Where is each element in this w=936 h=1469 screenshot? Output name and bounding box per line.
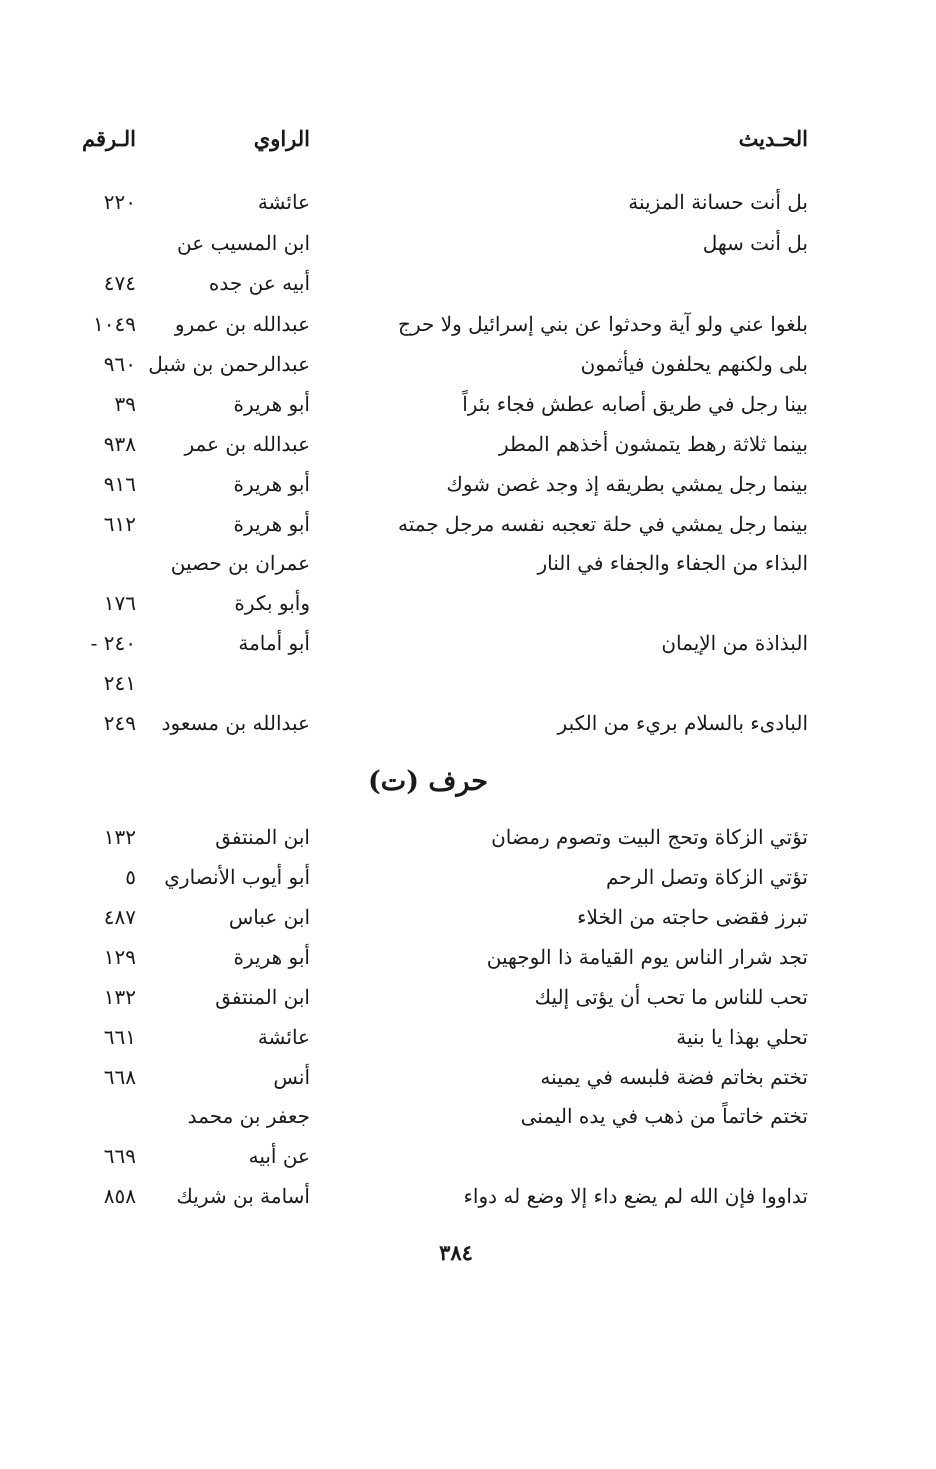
rows-ba-narrator: أبو أمامة (238, 631, 310, 655)
rows-ta-number: ٦٦١ (103, 1025, 136, 1049)
page-number (0, 1240, 936, 1265)
rows-ba-hadith: البادىء بالسلام بريء من الكبر (557, 711, 808, 735)
rows-ba-number: ١٠٤٩ (93, 312, 136, 336)
rows-ba-hadith: البذاذة من الإيمان (661, 631, 808, 655)
rows-ba-narrator: أبيه عن جده (208, 271, 310, 295)
rows-ta-hadith: تبرز فقضى حاجته من الخلاء (577, 905, 808, 929)
page-number-text: ٣٨٤ (439, 1240, 473, 1265)
rows-ba-number: ٣٩ (114, 392, 136, 416)
rows-ta-number: ٦٦٩ (103, 1144, 136, 1168)
rows-ta-number: ١٢٩ (103, 945, 136, 969)
rows-ta-number: ٦٦٨ (103, 1065, 136, 1089)
rows-ta-narrator: جعفر بن محمد (187, 1104, 310, 1128)
rows-ba-hadith: بل أنت حسانة المزينة (628, 190, 808, 214)
rows-ba-number: ٢٤٠ - (90, 631, 136, 655)
rows-ta-hadith: تحلي بهذا يا بنية (676, 1025, 808, 1049)
rows-ba-narrator: وأبو بكرة (234, 591, 310, 615)
rows-ba-narrator: عبدالله بن عمرو (174, 312, 310, 336)
rows-ta-hadith: تؤتي الزكاة وتحج البيت وتصوم رمضان (491, 825, 808, 849)
section-title (0, 766, 936, 797)
rows-ta-number: ٨٥٨ (103, 1184, 136, 1208)
rows-ba-number: ٩٦٠ (103, 352, 136, 376)
rows-ta-narrator: عائشة (257, 1025, 310, 1049)
rows-ba-hadith: بينما رجل يمشي بطريقه إذ وجد غصن شوك (446, 472, 808, 496)
rows-ba-number: ٤٧٤ (103, 271, 136, 295)
header-hadith: الحـديث (738, 126, 808, 151)
rows-ba-hadith: بل أنت سهل (702, 231, 808, 255)
rows-ta-narrator: أسامة بن شريك (176, 1184, 310, 1208)
rows-ba-hadith: بينا رجل في طريق أصابه عطش فجاء بئراً (462, 392, 808, 416)
rows-ba-narrator: عبدالله بن عمر (184, 432, 310, 456)
rows-ba-hadith: البذاء من الجفاء والجفاء في النار (537, 551, 808, 575)
rows-ba-number: ١٧٦ (103, 591, 136, 615)
rows-ba-hadith: بينما رجل يمشي في حلة تعجبه نفسه مرجل جمته (398, 512, 808, 536)
rows-ba-narrator: عبدالرحمن بن شبل (148, 352, 310, 376)
rows-ba-narrator: عائشة (257, 190, 310, 214)
rows-ba-number: ٦١٢ (103, 512, 136, 536)
rows-ba-hadith: بلى ولكنهم يحلفون فيأثمون (580, 352, 808, 376)
rows-ta-number: ١٣٢ (103, 825, 136, 849)
rows-ta-hadith: تختم خاتماً من ذهب في يده اليمنى (520, 1104, 808, 1128)
header-number: الـرقم (82, 126, 136, 151)
rows-ta-hadith: تداووا فإن الله لم يضع داء إلا وضع له دواء (463, 1184, 808, 1208)
rows-ba-number: ٢٤٩ (103, 711, 136, 735)
rows-ba-narrator: ابن المسيب عن (177, 231, 310, 255)
rows-ba-narrator: عمران بن حصين (170, 551, 310, 575)
header-narrator: الراوي (253, 126, 310, 151)
rows-ta-hadith: تجد شرار الناس يوم القيامة ذا الوجهين (486, 945, 808, 969)
rows-ba-number: ٩١٦ (103, 472, 136, 496)
rows-ta-narrator: ابن عباس (228, 905, 310, 929)
rows-ta-number: ٥ (125, 865, 136, 889)
rows-ta-narrator: أبو هريرة (233, 945, 310, 969)
section-title-text: حرف (ت) (368, 766, 488, 797)
rows-ta-hadith: تختم بخاتم فضة فلبسه في يمينه (540, 1065, 808, 1089)
rows-ta-narrator: أنس (273, 1065, 310, 1089)
rows-ta-narrator: أبو أيوب الأنصاري (164, 865, 310, 889)
rows-ta-number: ٤٨٧ (103, 905, 136, 929)
rows-ba-narrator: أبو هريرة (233, 392, 310, 416)
rows-ta-narrator: ابن المنتفق (215, 985, 310, 1009)
rows-ba-hadith: بينما ثلاثة رهط يتمشون أخذهم المطر (498, 432, 808, 456)
rows-ba-number: ٢٤١ (103, 671, 136, 695)
rows-ta-narrator: عن أبيه (248, 1144, 310, 1168)
rows-ba-number: ٢٢٠ (103, 190, 136, 214)
rows-ba-number: ٩٣٨ (103, 432, 136, 456)
rows-ta-narrator: ابن المنتفق (215, 825, 310, 849)
rows-ta-hadith: تؤتي الزكاة وتصل الرحم (605, 865, 808, 889)
rows-ba-narrator: عبدالله بن مسعود (161, 711, 310, 735)
rows-ba-narrator: أبو هريرة (233, 472, 310, 496)
rows-ba-hadith: بلغوا عني ولو آية وحدثوا عن بني إسرائيل ولا حرج (398, 312, 808, 336)
rows-ta-hadith: تحب للناس ما تحب أن يؤتى إليك (534, 985, 808, 1009)
rows-ta-number: ١٣٢ (103, 985, 136, 1009)
rows-ba-narrator: أبو هريرة (233, 512, 310, 536)
